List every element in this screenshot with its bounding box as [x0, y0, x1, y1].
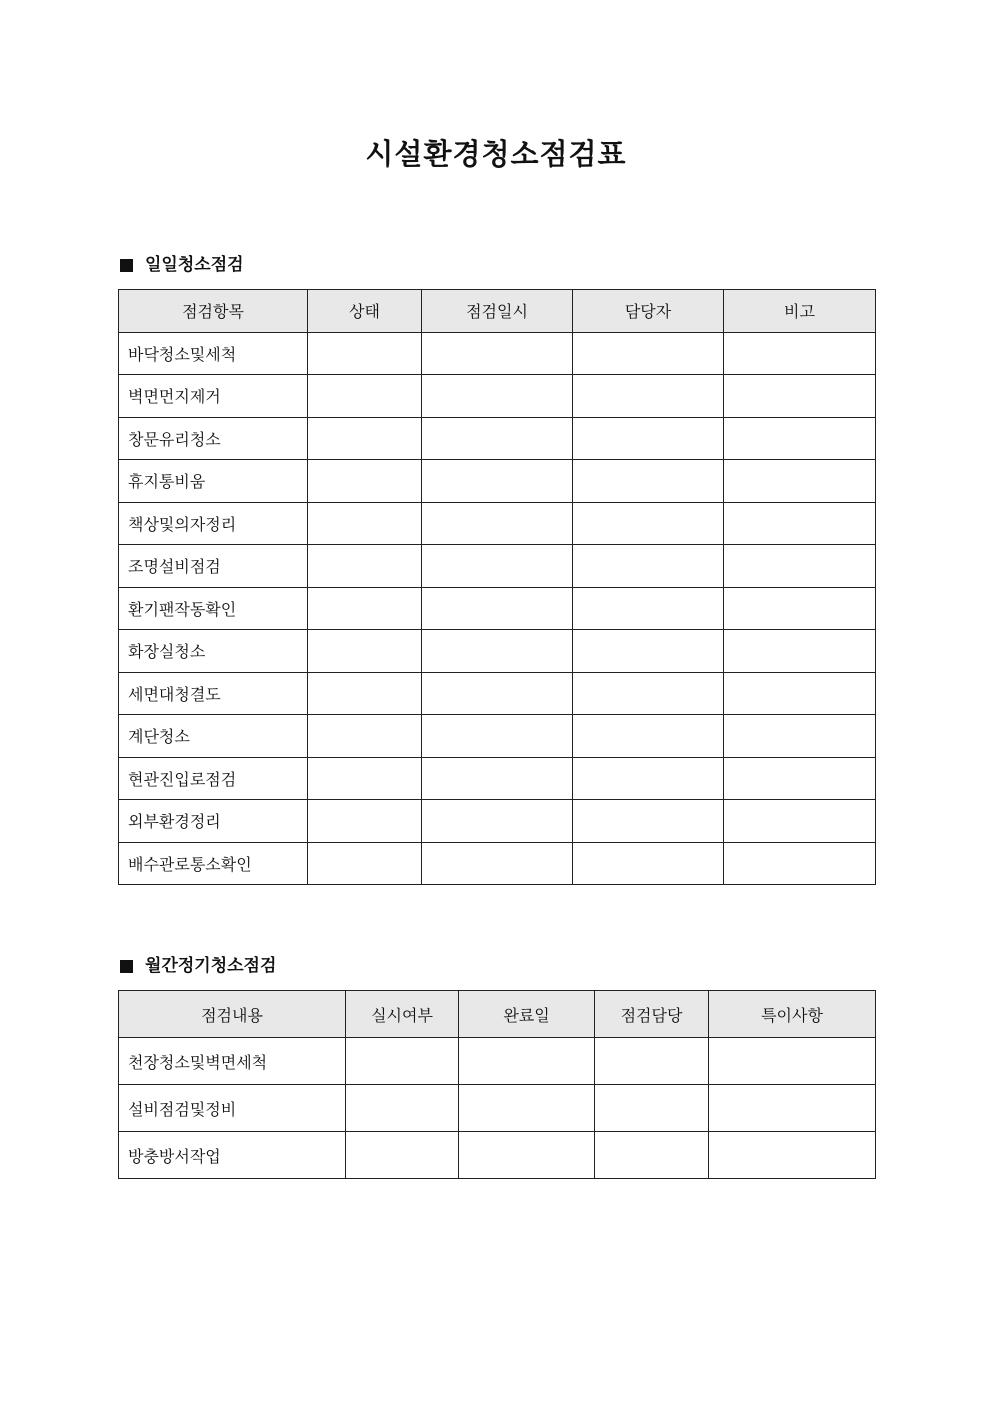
table-row — [119, 1132, 876, 1179]
assignee-cell[interactable] — [573, 800, 724, 843]
remarks-cell[interactable] — [724, 800, 876, 843]
datetime-cell[interactable] — [422, 417, 573, 460]
status-cell[interactable] — [308, 502, 422, 545]
table-row — [119, 630, 876, 673]
table-row — [119, 715, 876, 758]
remarks-cell[interactable] — [724, 460, 876, 503]
table-row — [119, 672, 876, 715]
datetime-cell[interactable] — [422, 460, 573, 503]
status-cell[interactable] — [308, 630, 422, 673]
table-header-row — [119, 290, 876, 333]
item-label: 계단청소 — [119, 715, 308, 758]
remarks-cell[interactable] — [724, 715, 876, 758]
assignee-cell[interactable] — [573, 587, 724, 630]
item-label: 방충방서작업 — [119, 1132, 346, 1179]
datetime-cell[interactable] — [422, 757, 573, 800]
table-row — [119, 1085, 876, 1132]
item-label: 휴지통비움 — [119, 460, 308, 503]
item-label: 화장실청소 — [119, 630, 308, 673]
datetime-cell[interactable] — [422, 587, 573, 630]
table-row — [119, 587, 876, 630]
notes-cell[interactable] — [709, 1085, 876, 1132]
table-row — [119, 757, 876, 800]
datetime-cell[interactable] — [422, 715, 573, 758]
column-header: 점검항목 — [119, 290, 308, 333]
inspector-cell[interactable] — [595, 1085, 709, 1132]
table-row — [119, 1038, 876, 1085]
item-label: 창문유리청소 — [119, 417, 308, 460]
table-row — [119, 460, 876, 503]
column-header: 점검일시 — [422, 290, 573, 333]
datetime-cell[interactable] — [422, 842, 573, 885]
column-header: 상태 — [308, 290, 422, 333]
column-header: 점검내용 — [119, 991, 346, 1038]
status-cell[interactable] — [308, 587, 422, 630]
assignee-cell[interactable] — [573, 715, 724, 758]
assignee-cell[interactable] — [573, 417, 724, 460]
assignee-cell[interactable] — [573, 545, 724, 588]
datetime-cell[interactable] — [422, 630, 573, 673]
status-cell[interactable] — [308, 672, 422, 715]
column-header: 비고 — [724, 290, 876, 333]
remarks-cell[interactable] — [724, 842, 876, 885]
datetime-cell[interactable] — [422, 375, 573, 418]
status-cell[interactable] — [308, 842, 422, 885]
done-cell[interactable] — [346, 1038, 459, 1085]
datetime-cell[interactable] — [422, 800, 573, 843]
datetime-cell[interactable] — [422, 672, 573, 715]
column-header: 완료일 — [459, 991, 595, 1038]
status-cell[interactable] — [308, 715, 422, 758]
monthly-section-heading — [118, 954, 276, 978]
table-row — [119, 842, 876, 885]
remarks-cell[interactable] — [724, 672, 876, 715]
remarks-cell[interactable] — [724, 630, 876, 673]
notes-cell[interactable] — [709, 1132, 876, 1179]
assignee-cell[interactable] — [573, 460, 724, 503]
column-header: 점검담당 — [595, 991, 709, 1038]
remarks-cell[interactable] — [724, 375, 876, 418]
page-title: 시설환경청소점검표 — [365, 137, 627, 171]
inspector-cell[interactable] — [595, 1038, 709, 1085]
assignee-cell[interactable] — [573, 502, 724, 545]
square-bullet-icon — [120, 960, 133, 973]
completion-date-cell[interactable] — [459, 1132, 595, 1179]
remarks-cell[interactable] — [724, 587, 876, 630]
datetime-cell[interactable] — [422, 545, 573, 588]
completion-date-cell[interactable] — [459, 1038, 595, 1085]
remarks-cell[interactable] — [724, 332, 876, 375]
item-label: 외부환경정리 — [119, 800, 308, 843]
remarks-cell[interactable] — [724, 757, 876, 800]
column-header: 담당자 — [573, 290, 724, 333]
monthly-section-title: 월간정기청소점검 — [145, 956, 277, 976]
table-row — [119, 800, 876, 843]
status-cell[interactable] — [308, 460, 422, 503]
status-cell[interactable] — [308, 545, 422, 588]
remarks-cell[interactable] — [724, 545, 876, 588]
column-header: 실시여부 — [346, 991, 459, 1038]
assignee-cell[interactable] — [573, 630, 724, 673]
column-header: 특이사항 — [709, 991, 876, 1038]
status-cell[interactable] — [308, 757, 422, 800]
item-label: 조명설비점검 — [119, 545, 308, 588]
status-cell[interactable] — [308, 332, 422, 375]
status-cell[interactable] — [308, 375, 422, 418]
table-header-row — [119, 991, 876, 1038]
item-label: 배수관로통소확인 — [119, 842, 308, 885]
completion-date-cell[interactable] — [459, 1085, 595, 1132]
table-row — [119, 332, 876, 375]
table-row — [119, 375, 876, 418]
remarks-cell[interactable] — [724, 417, 876, 460]
inspector-cell[interactable] — [595, 1132, 709, 1179]
done-cell[interactable] — [346, 1132, 459, 1179]
item-label: 천장청소및벽면세척 — [119, 1038, 346, 1085]
assignee-cell[interactable] — [573, 842, 724, 885]
item-label: 현관진입로점검 — [119, 757, 308, 800]
item-label: 바닥청소및세척 — [119, 332, 308, 375]
monthly-checklist-table — [118, 990, 876, 1179]
table-row — [119, 502, 876, 545]
assignee-cell[interactable] — [573, 672, 724, 715]
datetime-cell[interactable] — [422, 332, 573, 375]
item-label: 환기팬작동확인 — [119, 587, 308, 630]
item-label: 벽면먼지제거 — [119, 375, 308, 418]
square-bullet-icon — [120, 259, 133, 272]
item-label: 책상및의자정리 — [119, 502, 308, 545]
item-label: 세면대청결도 — [119, 672, 308, 715]
remarks-cell[interactable] — [724, 502, 876, 545]
daily-section-title: 일일청소점검 — [145, 255, 244, 275]
assignee-cell[interactable] — [573, 757, 724, 800]
notes-cell[interactable] — [709, 1038, 876, 1085]
status-cell[interactable] — [308, 800, 422, 843]
status-cell[interactable] — [308, 417, 422, 460]
assignee-cell[interactable] — [573, 332, 724, 375]
table-row — [119, 417, 876, 460]
done-cell[interactable] — [346, 1085, 459, 1132]
datetime-cell[interactable] — [422, 502, 573, 545]
assignee-cell[interactable] — [573, 375, 724, 418]
daily-section-heading — [118, 253, 244, 277]
item-label: 설비점검및정비 — [119, 1085, 346, 1132]
daily-checklist-table — [118, 289, 876, 885]
table-row — [119, 545, 876, 588]
